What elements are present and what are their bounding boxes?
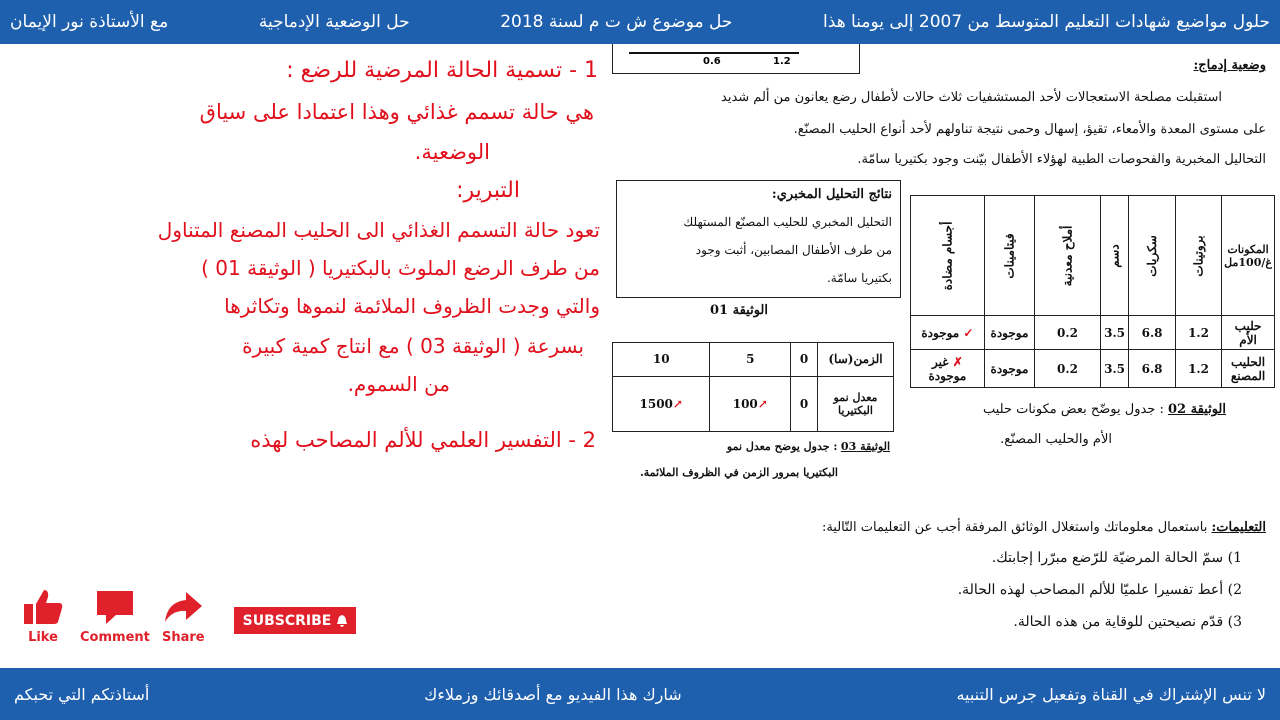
footer-center: شارك هذا الفيديو مع أصدقائك وزملاءك [424, 684, 682, 704]
comment-label: Comment [80, 630, 150, 645]
like-button[interactable] [22, 588, 64, 645]
note-line-9: من السموم. [347, 372, 450, 396]
situation-heading: وضعية إدماج: [1193, 58, 1266, 73]
top-banner [0, 0, 1280, 44]
banner-title: حلول مواضيع شهادات التعليم المتوسط من 2007 إلى يومنا هذا [823, 12, 1270, 32]
doc2-caption: الوثيقة 02 : جدول يوضّح بعض مكونات حليب [982, 402, 1226, 417]
note-line-7: والتي وجدت الظروف الملائمة لنموها وتكاثرها [224, 294, 600, 318]
share-icon [162, 588, 204, 626]
footer-right: لا تنس الإشتراك في القناة وتفعيل جرس التنبيه [956, 684, 1266, 704]
thumbs-up-icon [22, 588, 64, 626]
table-cell: 6.8 [1129, 350, 1176, 388]
note-line-2: هي حالة تسمم غذائي وهذا اعتمادا على سياق [199, 100, 594, 124]
banner-teacher: مع الأستاذة نور الإيمان [10, 12, 169, 32]
table-cell: معدل نمو البكتيريا [818, 376, 894, 431]
table-cell: 10 [613, 343, 710, 377]
doc2-caption-2: الأم والحليب المصنّع. [1000, 432, 1112, 447]
table-cell: ↗1500 [613, 376, 710, 431]
note-line-6: من طرف الرضع الملوث بالبكتيريا ( الوثيقة 01 ) [201, 256, 600, 280]
table-cell: ↗100 [710, 376, 791, 431]
axis-label-b: 1.2 [773, 56, 791, 67]
instructions-intro: التعليمات: باستعمال معلوماتك واستغلال الوثائق المرفقة أجب عن التعليمات التّالية: [821, 520, 1266, 535]
doc2-header: سكريات [1129, 196, 1176, 316]
table-cell: 1.2 [1175, 350, 1221, 388]
table-cell: موجودة [984, 316, 1034, 350]
arrow-mark: ↗ [672, 396, 683, 411]
situation-p2: على مستوى المعدة والأمعاء، تقيؤ، إسهال وحمى نتيجة تناولهم لأحد أنواع الحليب المصنّع. [793, 122, 1266, 137]
doc1-line2: من طرف الأطفال المصابين، أثبت وجود [695, 243, 892, 257]
footer-left: أستاذتكم التي تحبكم [14, 684, 150, 704]
note-line-3: الوضعية. [414, 140, 490, 164]
table-cell: ✓ موجودة [911, 316, 985, 350]
table-row [613, 376, 894, 431]
doc2-header: فيتامينات [984, 196, 1034, 316]
doc2-header: المكونات غ/100مل [1222, 196, 1275, 316]
instruction-q1: 1) سمّ الحالة المرضيّة للرّضع مبرّرا إجابتك. [991, 550, 1242, 566]
table-cell: 3.5 [1100, 350, 1128, 388]
doc1-box [616, 180, 901, 298]
situation-p3: التحاليل المخبرية والفحوصات الطبية لهؤلاء الأطفال بيّنت وجود بكتيريا سامّة. [857, 152, 1266, 167]
table-cell: 1.2 [1175, 316, 1221, 350]
table-row [911, 316, 1275, 350]
cross-mark: ✗ [952, 354, 963, 369]
table-cell: ✗ غير موجودة [911, 350, 985, 388]
table-cell: 6.8 [1129, 316, 1176, 350]
doc1-title: نتائج التحليل المخبري: [771, 187, 892, 202]
banner-topic: حل الوضعية الإدماجية [258, 12, 410, 32]
table-cell: 0 [791, 376, 818, 431]
table-row [613, 343, 894, 377]
arrow-mark: ↗ [757, 396, 768, 411]
doc3-table [612, 342, 894, 432]
doc1-line1: التحليل المخبري للحليب المصنّع المستهلك [683, 215, 892, 229]
subscribe-button[interactable] [234, 607, 356, 634]
note-line-4: التبرير: [456, 178, 520, 203]
subscribe-label: SUBSCRIBE [242, 612, 332, 629]
share-button[interactable] [162, 588, 205, 645]
table-cell: موجودة [984, 350, 1034, 388]
table-cell: الزمن(سا) [818, 343, 894, 377]
table-cell: 0.2 [1035, 316, 1101, 350]
table-cell: 0 [791, 343, 818, 377]
doc3-caption: الوثيقة 03 : جدول يوضح معدل نمو [726, 440, 890, 453]
note-line-1: 1 - تسمية الحالة المرضية للرضع : [286, 58, 598, 83]
situation-p1: استقبلت مصلحة الاستعجالات لأحد المستشفيات ثلاث حالات لأطفال رضع يعانون من ألم شديد [721, 90, 1222, 105]
doc1-caption: الوثيقة 01 [710, 303, 768, 318]
doc2-header: أجسام مضادة [911, 196, 985, 316]
instruction-q3: 3) قدّم نصيحتين للوقاية من هذه الحالة. [1013, 614, 1242, 630]
doc2-header: بروتينات [1175, 196, 1221, 316]
bell-icon [337, 615, 347, 627]
comment-button[interactable] [80, 588, 150, 645]
doc1-line3: بكتيريا سامّة. [826, 271, 892, 285]
like-label: Like [28, 630, 58, 645]
doc3-caption-2: البكتيريا بمرور الزمن في الظروف الملائمة. [639, 466, 838, 479]
note-line-10: 2 - التفسير العلمي للألم المصاحب لهذه [250, 428, 596, 452]
note-line-8: بسرعة ( الوثيقة 03 ) مع انتاج كمية كبيرة [242, 334, 584, 358]
table-cell: الحليب المصنع [1222, 350, 1275, 388]
doc2-table [910, 195, 1275, 388]
check-mark: ✓ [963, 325, 974, 340]
bottom-banner [0, 668, 1280, 720]
table-row [911, 350, 1275, 388]
axis-label-a: 0.6 [703, 56, 721, 67]
note-line-5: تعود حالة التسمم الغذائي الى الحليب المصنع المتناول [157, 218, 600, 242]
doc2-header: دسم [1100, 196, 1128, 316]
doc2-header: أملاح معدنية [1035, 196, 1101, 316]
share-label: Share [162, 630, 205, 645]
table-cell: 3.5 [1100, 316, 1128, 350]
axis-fragment [612, 44, 860, 74]
table-cell: 5 [710, 343, 791, 377]
comment-icon [94, 588, 136, 626]
table-cell: 0.2 [1035, 350, 1101, 388]
banner-exam: حل موضوع ش ت م لسنة 2018 [500, 12, 733, 32]
instruction-q2: 2) أعط تفسيرا علميّا للألم المصاحب لهذه الحالة. [957, 582, 1242, 598]
table-cell: حليب الأم [1222, 316, 1275, 350]
